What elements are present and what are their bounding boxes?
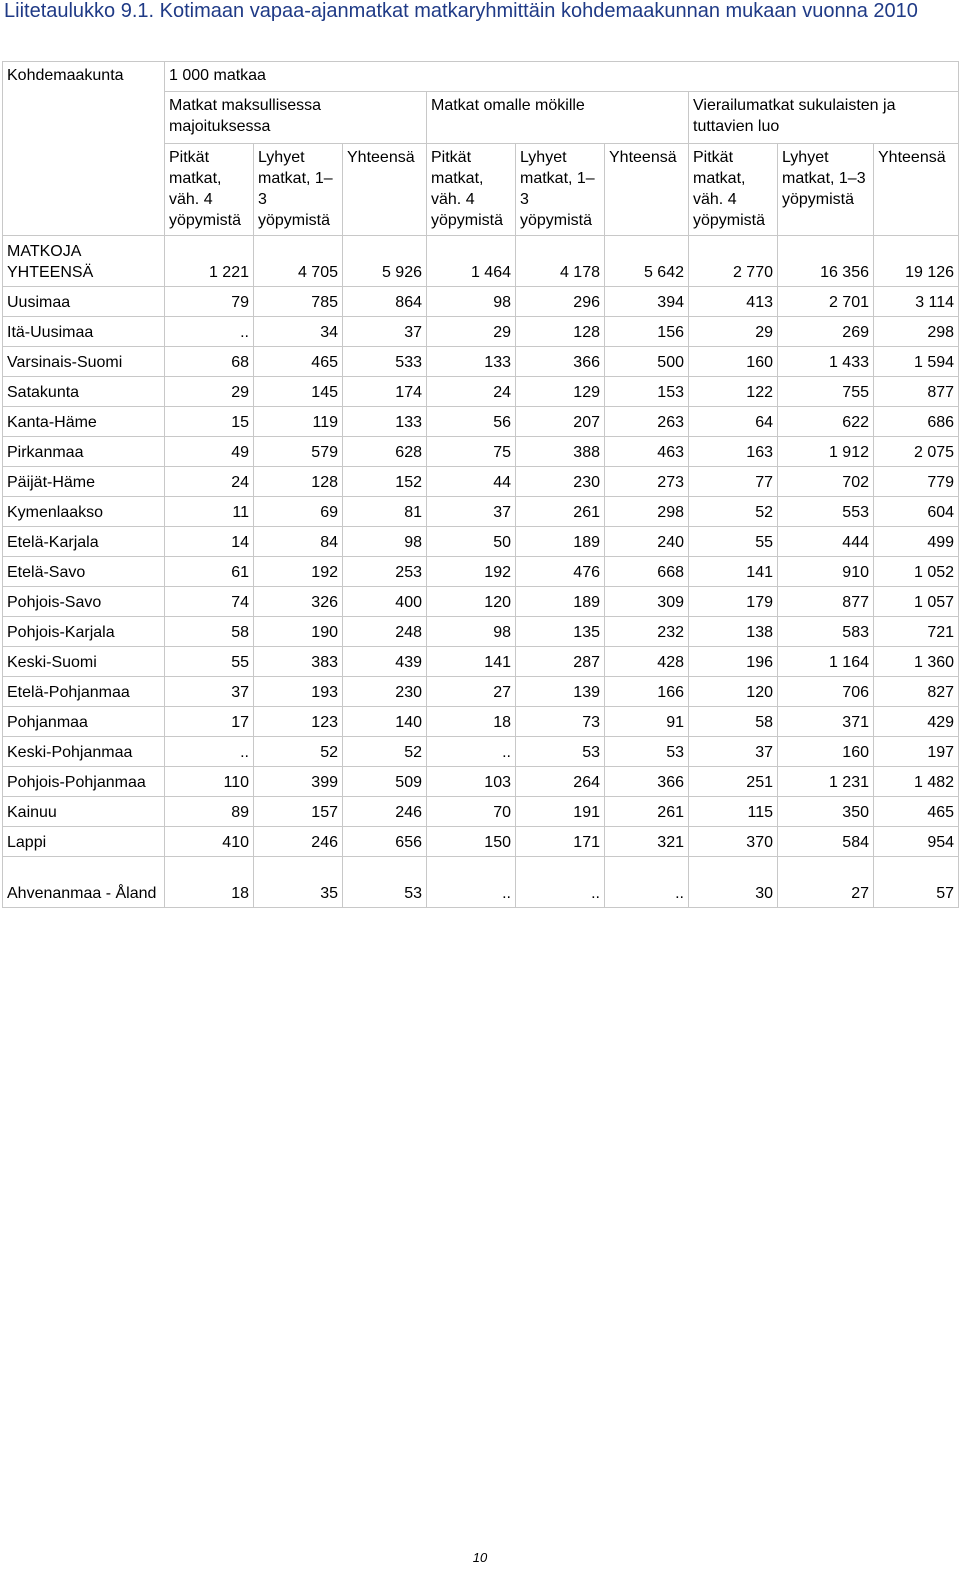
row-value-cell: 350 bbox=[778, 797, 874, 827]
table-row bbox=[3, 527, 959, 557]
row-value-cell: 779 bbox=[874, 467, 959, 497]
row-value-cell: 58 bbox=[165, 617, 254, 647]
row-value-cell: 366 bbox=[516, 347, 605, 377]
row-value-cell: 17 bbox=[165, 707, 254, 737]
row-value-cell: 166 bbox=[605, 677, 689, 707]
row-value-cell: 1 594 bbox=[874, 347, 959, 377]
header-short-trips: Lyhyet matkat, 1–3 yöpymistä bbox=[254, 144, 343, 236]
row-region-label: Etelä-Pohjanmaa bbox=[3, 677, 165, 707]
row-value-cell: 1 912 bbox=[778, 437, 874, 467]
row-value-cell: 44 bbox=[427, 467, 516, 497]
row-region-label: Itä-Uusimaa bbox=[3, 317, 165, 347]
row-value-cell: 439 bbox=[343, 647, 427, 677]
row-value-cell: 34 bbox=[254, 317, 343, 347]
row-value-cell: 413 bbox=[689, 287, 778, 317]
row-value-cell: 37 bbox=[689, 737, 778, 767]
statistics-table bbox=[2, 61, 959, 908]
row-value-cell: 533 bbox=[343, 347, 427, 377]
row-value-cell: .. bbox=[165, 317, 254, 347]
header-short-trips: Lyhyet matkat, 1–3 yöpymistä bbox=[516, 144, 605, 236]
row-value-cell: 153 bbox=[605, 377, 689, 407]
row-value-cell: 197 bbox=[874, 737, 959, 767]
row-value-cell: 163 bbox=[689, 437, 778, 467]
row-value-cell: 49 bbox=[165, 437, 254, 467]
row-value-cell: 3 114 bbox=[874, 287, 959, 317]
row-value-cell: 232 bbox=[605, 617, 689, 647]
row-value-cell: 120 bbox=[427, 587, 516, 617]
row-value-cell: 1 360 bbox=[874, 647, 959, 677]
row-value-cell: 157 bbox=[254, 797, 343, 827]
row-value-cell: 240 bbox=[605, 527, 689, 557]
row-value-cell: 686 bbox=[874, 407, 959, 437]
row-value-cell: 50 bbox=[427, 527, 516, 557]
table-row bbox=[3, 287, 959, 317]
table-row bbox=[3, 677, 959, 707]
row-value-cell: 444 bbox=[778, 527, 874, 557]
row-value-cell: 24 bbox=[427, 377, 516, 407]
row-value-cell: 584 bbox=[778, 827, 874, 857]
row-value-cell: 98 bbox=[343, 527, 427, 557]
table-row bbox=[3, 437, 959, 467]
row-value-cell: 140 bbox=[343, 707, 427, 737]
row-value-cell: 1 052 bbox=[874, 557, 959, 587]
row-value-cell: 91 bbox=[605, 707, 689, 737]
row-value-cell: 37 bbox=[165, 677, 254, 707]
row-value-cell: 877 bbox=[874, 377, 959, 407]
row-value-cell: 463 bbox=[605, 437, 689, 467]
row-value-cell: 1 433 bbox=[778, 347, 874, 377]
row-region-label: Etelä-Karjala bbox=[3, 527, 165, 557]
row-value-cell: 465 bbox=[254, 347, 343, 377]
row-value-cell: 371 bbox=[778, 707, 874, 737]
row-value-cell: 27 bbox=[778, 857, 874, 908]
row-value-cell: 115 bbox=[689, 797, 778, 827]
row-value-cell: 579 bbox=[254, 437, 343, 467]
row-value-cell: 53 bbox=[605, 737, 689, 767]
row-region-label: Keski-Pohjanmaa bbox=[3, 737, 165, 767]
row-value-cell: 53 bbox=[343, 857, 427, 908]
row-value-cell: 399 bbox=[254, 767, 343, 797]
row-value-cell: 370 bbox=[689, 827, 778, 857]
table-row bbox=[3, 236, 959, 287]
row-value-cell: 135 bbox=[516, 617, 605, 647]
row-value-cell: 394 bbox=[605, 287, 689, 317]
row-value-cell: 52 bbox=[343, 737, 427, 767]
row-value-cell: 500 bbox=[605, 347, 689, 377]
row-value-cell: 79 bbox=[165, 287, 254, 317]
row-value-cell: 499 bbox=[874, 527, 959, 557]
row-value-cell: 264 bbox=[516, 767, 605, 797]
row-value-cell: 230 bbox=[343, 677, 427, 707]
row-value-cell: 2 075 bbox=[874, 437, 959, 467]
row-region-label: Päijät-Häme bbox=[3, 467, 165, 497]
row-value-cell: 120 bbox=[689, 677, 778, 707]
row-value-cell: 19 126 bbox=[874, 236, 959, 287]
header-long-trips: Pitkät matkat, väh. 4 yöpymistä bbox=[689, 144, 778, 236]
row-value-cell: .. bbox=[427, 737, 516, 767]
row-value-cell: 37 bbox=[427, 497, 516, 527]
row-value-cell: 4 178 bbox=[516, 236, 605, 287]
row-value-cell: 2 770 bbox=[689, 236, 778, 287]
row-region-label: Pohjois-Karjala bbox=[3, 617, 165, 647]
row-value-cell: 179 bbox=[689, 587, 778, 617]
row-region-label: Ahvenanmaa - Åland bbox=[3, 857, 165, 908]
row-value-cell: 553 bbox=[778, 497, 874, 527]
header-long-trips: Pitkät matkat, väh. 4 yöpymistä bbox=[165, 144, 254, 236]
row-value-cell: 326 bbox=[254, 587, 343, 617]
page-number: 10 bbox=[472, 1550, 488, 1565]
row-value-cell: 261 bbox=[516, 497, 605, 527]
row-region-label: Kymenlaakso bbox=[3, 497, 165, 527]
row-value-cell: 428 bbox=[605, 647, 689, 677]
row-value-cell: 133 bbox=[343, 407, 427, 437]
row-value-cell: 160 bbox=[689, 347, 778, 377]
row-value-cell: 954 bbox=[874, 827, 959, 857]
row-value-cell: 171 bbox=[516, 827, 605, 857]
row-value-cell: 910 bbox=[778, 557, 874, 587]
row-value-cell: 721 bbox=[874, 617, 959, 647]
row-value-cell: 55 bbox=[165, 647, 254, 677]
row-value-cell: 5 642 bbox=[605, 236, 689, 287]
table-row bbox=[3, 467, 959, 497]
row-value-cell: 98 bbox=[427, 287, 516, 317]
row-value-cell: 129 bbox=[516, 377, 605, 407]
header-long-trips: Pitkät matkat, väh. 4 yöpymistä bbox=[427, 144, 516, 236]
table-body bbox=[3, 62, 959, 908]
row-value-cell: 287 bbox=[516, 647, 605, 677]
row-value-cell: 246 bbox=[343, 797, 427, 827]
row-value-cell: 18 bbox=[165, 857, 254, 908]
row-value-cell: 52 bbox=[689, 497, 778, 527]
row-value-cell: 37 bbox=[343, 317, 427, 347]
row-region-label: Pirkanmaa bbox=[3, 437, 165, 467]
row-value-cell: 18 bbox=[427, 707, 516, 737]
row-value-cell: 207 bbox=[516, 407, 605, 437]
table-title: Liitetaulukko 9.1. Kotimaan vapaa-ajanmatkat matkaryhmittäin kohdemaakunnan mukaan vuonna 2010 bbox=[4, 0, 918, 22]
table-row bbox=[3, 767, 959, 797]
table-row bbox=[3, 797, 959, 827]
row-value-cell: 410 bbox=[165, 827, 254, 857]
table-row bbox=[3, 377, 959, 407]
row-value-cell: 110 bbox=[165, 767, 254, 797]
row-value-cell: 309 bbox=[605, 587, 689, 617]
row-value-cell: 139 bbox=[516, 677, 605, 707]
row-value-cell: 246 bbox=[254, 827, 343, 857]
row-value-cell: 400 bbox=[343, 587, 427, 617]
row-value-cell: .. bbox=[165, 737, 254, 767]
row-value-cell: 273 bbox=[605, 467, 689, 497]
row-value-cell: 61 bbox=[165, 557, 254, 587]
row-value-cell: 583 bbox=[778, 617, 874, 647]
row-value-cell: 388 bbox=[516, 437, 605, 467]
row-value-cell: 622 bbox=[778, 407, 874, 437]
row-value-cell: .. bbox=[516, 857, 605, 908]
row-value-cell: 29 bbox=[427, 317, 516, 347]
row-value-cell: 70 bbox=[427, 797, 516, 827]
row-value-cell: 668 bbox=[605, 557, 689, 587]
table-row bbox=[3, 587, 959, 617]
row-value-cell: 89 bbox=[165, 797, 254, 827]
row-value-cell: 156 bbox=[605, 317, 689, 347]
row-value-cell: 253 bbox=[343, 557, 427, 587]
row-value-cell: 119 bbox=[254, 407, 343, 437]
row-value-cell: 1 164 bbox=[778, 647, 874, 677]
table-row bbox=[3, 617, 959, 647]
row-value-cell: 321 bbox=[605, 827, 689, 857]
row-value-cell: 702 bbox=[778, 467, 874, 497]
row-region-label: Kanta-Häme bbox=[3, 407, 165, 437]
row-value-cell: 628 bbox=[343, 437, 427, 467]
row-value-cell: 160 bbox=[778, 737, 874, 767]
row-value-cell: 53 bbox=[516, 737, 605, 767]
row-value-cell: 56 bbox=[427, 407, 516, 437]
row-value-cell: 706 bbox=[778, 677, 874, 707]
row-value-cell: 189 bbox=[516, 587, 605, 617]
row-value-cell: 190 bbox=[254, 617, 343, 647]
row-value-cell: 191 bbox=[516, 797, 605, 827]
table-row bbox=[3, 497, 959, 527]
row-value-cell: 864 bbox=[343, 287, 427, 317]
row-value-cell: 27 bbox=[427, 677, 516, 707]
row-region-label: Satakunta bbox=[3, 377, 165, 407]
row-value-cell: 15 bbox=[165, 407, 254, 437]
row-value-cell: .. bbox=[427, 857, 516, 908]
row-value-cell: 193 bbox=[254, 677, 343, 707]
row-value-cell: 476 bbox=[516, 557, 605, 587]
table-row bbox=[3, 347, 959, 377]
row-value-cell: 128 bbox=[516, 317, 605, 347]
row-value-cell: 785 bbox=[254, 287, 343, 317]
row-region-label: Lappi bbox=[3, 827, 165, 857]
row-value-cell: 2 701 bbox=[778, 287, 874, 317]
row-value-cell: 1 057 bbox=[874, 587, 959, 617]
row-value-cell: 29 bbox=[689, 317, 778, 347]
row-value-cell: 263 bbox=[605, 407, 689, 437]
row-value-cell: 57 bbox=[874, 857, 959, 908]
header-unit: 1 000 matkaa bbox=[165, 62, 959, 92]
row-region-label: MATKOJA YHTEENSÄ bbox=[3, 236, 165, 287]
row-value-cell: 150 bbox=[427, 827, 516, 857]
row-value-cell: 298 bbox=[605, 497, 689, 527]
row-value-cell: 98 bbox=[427, 617, 516, 647]
table-row bbox=[3, 317, 959, 347]
row-value-cell: 122 bbox=[689, 377, 778, 407]
row-value-cell: 366 bbox=[605, 767, 689, 797]
row-value-cell: 429 bbox=[874, 707, 959, 737]
row-value-cell: 81 bbox=[343, 497, 427, 527]
table-row bbox=[3, 857, 959, 908]
row-value-cell: 52 bbox=[254, 737, 343, 767]
row-value-cell: 68 bbox=[165, 347, 254, 377]
row-value-cell: 77 bbox=[689, 467, 778, 497]
row-value-cell: 827 bbox=[874, 677, 959, 707]
row-value-cell: 103 bbox=[427, 767, 516, 797]
row-value-cell: 128 bbox=[254, 467, 343, 497]
header-region: Kohdemaakunta bbox=[3, 62, 165, 236]
row-value-cell: 55 bbox=[689, 527, 778, 557]
row-value-cell: 189 bbox=[516, 527, 605, 557]
row-value-cell: 251 bbox=[689, 767, 778, 797]
header-short-trips: Lyhyet matkat, 1–3 yöpymistä bbox=[778, 144, 874, 236]
row-region-label: Pohjanmaa bbox=[3, 707, 165, 737]
row-value-cell: 1 482 bbox=[874, 767, 959, 797]
row-value-cell: 69 bbox=[254, 497, 343, 527]
table-row bbox=[3, 827, 959, 857]
row-region-label: Uusimaa bbox=[3, 287, 165, 317]
row-value-cell: 877 bbox=[778, 587, 874, 617]
row-region-label: Pohjois-Pohjanmaa bbox=[3, 767, 165, 797]
row-value-cell: 30 bbox=[689, 857, 778, 908]
row-value-cell: 75 bbox=[427, 437, 516, 467]
table-row bbox=[3, 647, 959, 677]
table-row bbox=[3, 557, 959, 587]
row-value-cell: 16 356 bbox=[778, 236, 874, 287]
row-region-label: Etelä-Savo bbox=[3, 557, 165, 587]
row-value-cell: 174 bbox=[343, 377, 427, 407]
row-value-cell: 196 bbox=[689, 647, 778, 677]
table-row bbox=[3, 707, 959, 737]
row-region-label: Varsinais-Suomi bbox=[3, 347, 165, 377]
row-value-cell: 73 bbox=[516, 707, 605, 737]
row-value-cell: 152 bbox=[343, 467, 427, 497]
row-region-label: Pohjois-Savo bbox=[3, 587, 165, 617]
header-group-paid: Matkat maksullisessa majoituksessa bbox=[165, 92, 427, 144]
row-value-cell: 145 bbox=[254, 377, 343, 407]
header-row-unit bbox=[3, 62, 959, 92]
row-value-cell: 84 bbox=[254, 527, 343, 557]
row-value-cell: 64 bbox=[689, 407, 778, 437]
row-value-cell: 261 bbox=[605, 797, 689, 827]
row-value-cell: 1 221 bbox=[165, 236, 254, 287]
row-value-cell: 138 bbox=[689, 617, 778, 647]
row-value-cell: 14 bbox=[165, 527, 254, 557]
row-value-cell: 5 926 bbox=[343, 236, 427, 287]
row-value-cell: 192 bbox=[254, 557, 343, 587]
row-value-cell: 141 bbox=[427, 647, 516, 677]
header-total: Yhteensä bbox=[343, 144, 427, 236]
row-value-cell: 192 bbox=[427, 557, 516, 587]
row-value-cell: 74 bbox=[165, 587, 254, 617]
header-total: Yhteensä bbox=[874, 144, 959, 236]
row-value-cell: 509 bbox=[343, 767, 427, 797]
row-value-cell: 604 bbox=[874, 497, 959, 527]
header-group-cottage: Matkat omalle mökille bbox=[427, 92, 689, 144]
row-value-cell: 755 bbox=[778, 377, 874, 407]
row-value-cell: 1 231 bbox=[778, 767, 874, 797]
row-value-cell: .. bbox=[605, 857, 689, 908]
row-value-cell: 11 bbox=[165, 497, 254, 527]
header-total: Yhteensä bbox=[605, 144, 689, 236]
row-value-cell: 58 bbox=[689, 707, 778, 737]
row-value-cell: 133 bbox=[427, 347, 516, 377]
row-value-cell: 230 bbox=[516, 467, 605, 497]
row-value-cell: 296 bbox=[516, 287, 605, 317]
row-value-cell: 656 bbox=[343, 827, 427, 857]
row-value-cell: 465 bbox=[874, 797, 959, 827]
row-value-cell: 123 bbox=[254, 707, 343, 737]
row-value-cell: 298 bbox=[874, 317, 959, 347]
row-value-cell: 35 bbox=[254, 857, 343, 908]
row-value-cell: 4 705 bbox=[254, 236, 343, 287]
row-region-label: Keski-Suomi bbox=[3, 647, 165, 677]
table-row bbox=[3, 737, 959, 767]
row-value-cell: 383 bbox=[254, 647, 343, 677]
table-row bbox=[3, 407, 959, 437]
row-value-cell: 24 bbox=[165, 467, 254, 497]
row-value-cell: 248 bbox=[343, 617, 427, 647]
row-value-cell: 141 bbox=[689, 557, 778, 587]
row-value-cell: 1 464 bbox=[427, 236, 516, 287]
row-value-cell: 269 bbox=[778, 317, 874, 347]
row-region-label: Kainuu bbox=[3, 797, 165, 827]
header-group-visits: Vierailumatkat sukulaisten ja tuttavien luo bbox=[689, 92, 959, 144]
row-value-cell: 29 bbox=[165, 377, 254, 407]
